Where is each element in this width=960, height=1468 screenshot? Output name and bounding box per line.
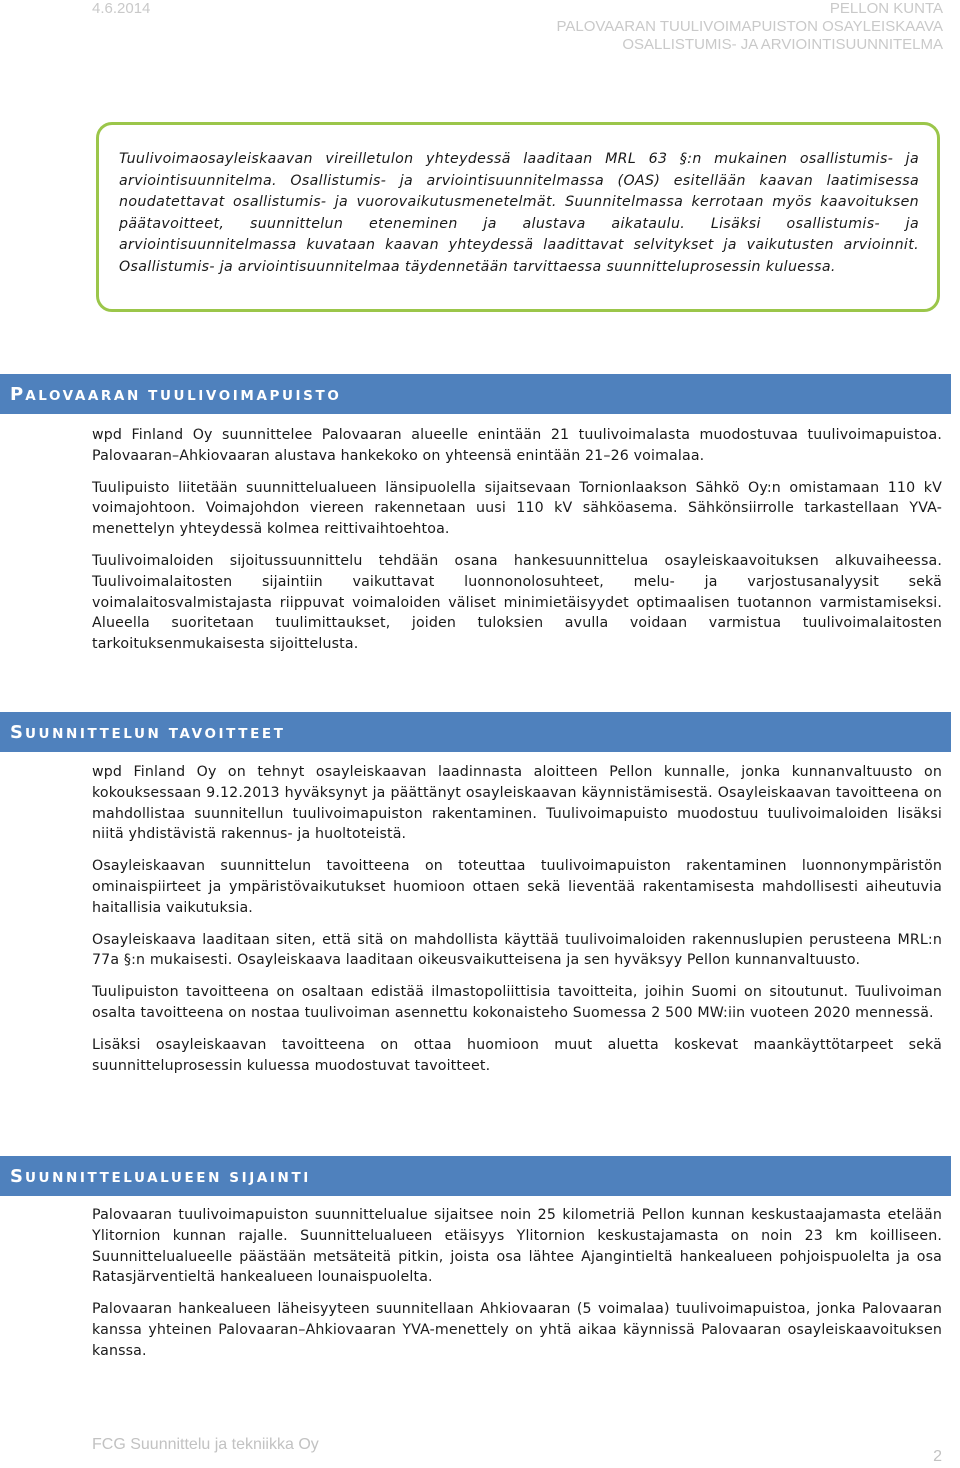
section-title-initial: P <box>10 383 26 405</box>
header-subtitle: OSALLISTUMIS- JA ARVIOINTISUUNNITELMA <box>622 36 943 53</box>
section-title-initial: S <box>10 1165 25 1187</box>
header-date: 4.6.2014 <box>92 0 151 17</box>
section-body <box>92 762 942 1087</box>
section-title-rest: ALOVAARAN TUULIVOIMAPUISTO <box>25 387 342 404</box>
page-number: 2 <box>933 1448 942 1465</box>
intro-text: Tuulivoimaosayleiskaavan vireilletulon yhteydessä laaditaan MRL 63 §:n mukainen osallistumis- ja arviointisuunnitelma. Osallistumis- ja arviointisuunnitelmassa (OAS) esitellään kaavan laatimisessa noudatettavat osallistumis- ja vuorovaikutusmenetelmät. Suunnitelmassa kerrotaan myös kaavoituksen päätavoitteet, suunnittelun eteneminen ja alustava aikataulu. Lisäksi osallistumis- ja arviointisuunnitelmassa kuvataan kaavan yhteydessä laadittavat selvitykset ja vaikutusten arvioinnit. Osallistumis- ja arviointisuunnitelmaa täydennetään tarvittaessa suunnitteluprosessin kuluessa. <box>119 151 919 275</box>
paragraph: Tuulivoimaloiden sijoitussuunnittelu tehdään osana hankesuunnittelua osayleiskaavoituksen alkuvaiheessa. Tuulivoimalaitosten sijaintiin vaikuttavat luonnonolosuhteet, melu- ja varjostusanalyysit sekä voimalaitosvalmistajasta riippuvat voimaloiden väliset minimietäisyydet optimaalisen tuotannon varmistamiseksi. Alueella suoritetaan tuulimittaukset, joiden tuloksien avulla voidaan varmistua tuulivoimalaitosten tarkoituksenmukaisesta sijoittelusta. <box>92 552 942 653</box>
paragraph: wpd Finland Oy on tehnyt osayleiskaavan laadinnasta aloitteen Pellon kunnalle, jonka kunnanvaltuusto on kokouksessaan 9.12.2013 hyväksynyt ja päättänyt osayleiskaavan käynnistämisestä. Osayleiskaavan tavoitteena on mahdollistaa suunnitellun tuulivoimapuiston rakentaminen. Tuulivoimapuisto muodostuu tuulivoimaloiden lisäksi niitä yhdistävistä rakennus- ja huoltoteistä. <box>92 764 942 843</box>
intro-box <box>96 122 940 312</box>
section-body <box>92 425 942 666</box>
paragraph: Tuulipuisto liitetään suunnittelualueen länsipuolella sijaitsevaan Tornionlaakson Sähkö Oy:n omistamaan 110 kV voimajohtoon. Voimajohdon viereen rakennetaan uusi 110 kV sähköasema. Sähkönsiirrolle tarkastellaan YVA-menettelyn yhteydessä kolmea reittivaihtoehtoa. <box>92 479 942 538</box>
header-title: PALOVAARAN TUULIVOIMAPUISTON OSAYLEISKAAVA <box>556 18 943 35</box>
section-title-rest: UUNNITTELUN TAVOITTEET <box>24 725 286 742</box>
section-title-initial: S <box>10 721 25 743</box>
paragraph: Osayleiskaava laaditaan siten, että sitä on mahdollista käyttää tuulivoimaloiden rakennuslupien perusteena MRL:n 77a §:n mukaisesti. Osayleiskaava laaditaan oikeusvaikutteisena ja sen hyväksyy Pellon kunnanvaltuusto. <box>92 931 942 969</box>
paragraph: Osayleiskaavan suunnittelun tavoitteena on toteuttaa tuulivoimapuiston rakentaminen luonnonympäristön ominaispiirteet ja ympäristövaikutukset huomioon ottaen sekä lieventää rakentamisesta mahdollisesti aiheutuvia haitallisia vaikutuksia. <box>92 858 942 916</box>
section-heading-band <box>0 1156 951 1196</box>
header-org: PELLON KUNTA <box>829 0 943 17</box>
paragraph: Tuulipuiston tavoitteena on osaltaan edistää ilmastopoliittisia tavoitteita, joihin Suomi on sitoutunut. Tuulivoiman osalta tavoitteena on nostaa tuulivoiman asennettu kokonaisteho Suomessa 2 500 MW:iin vuoteen 2020 mennessä. <box>92 984 942 1021</box>
section-heading-band <box>0 712 951 752</box>
section-title <box>10 722 286 743</box>
paragraph: Lisäksi osayleiskaavan tavoitteena on ottaa huomioon muut aluetta koskevat maankäyttötarpeet sekä suunnitteluprosessin kuluessa muodostuvat tavoitteet. <box>92 1036 942 1074</box>
section-title <box>10 384 341 405</box>
section-title-rest: UUNNITTELUALUEEN SIJAINTI <box>24 1169 311 1186</box>
header-block <box>556 0 943 54</box>
section-body <box>92 1205 942 1373</box>
paragraph: Palovaaran hankealueen läheisyyteen suunnitellaan Ahkiovaaran (5 voimalaa) tuulivoimapuistoa, jonka Palovaaran kanssa yhteinen Palovaaran–Ahkiovaaran YVA-menettely on yhtä aikaa käynnissä Palovaaran osayleiskaavoituksen kanssa. <box>92 1301 942 1359</box>
paragraph: Palovaaran tuulivoimapuiston suunnittelualue sijaitsee noin 25 kilometriä Pellon kunnan keskustaajamasta etelään Ylitornion kunnan rajalle. Suunnittelualueen etäisyys Ylitornion keskustajamasta on noin 23 km koilliseen. Suunnittelualueelle päästään metsäteitä pitkin, joista osa lähtee Ajangintieltä hankealueen pohjoispuolelta ja osa Ratasjärventieltä hankealueen lounaispuolelta. <box>92 1207 942 1286</box>
section-title <box>10 1166 311 1187</box>
footer-company: FCG Suunnittelu ja tekniikka Oy <box>92 1436 319 1453</box>
paragraph: wpd Finland Oy suunnittelee Palovaaran alueelle enintään 21 tuulivoimalasta muodostuvaa tuulivoimapuistoa. Palovaaran–Ahkiovaaran alustava hankekoko on yhteensä enintään 21–26 voimalaa. <box>92 427 942 464</box>
section-heading-band <box>0 374 951 414</box>
